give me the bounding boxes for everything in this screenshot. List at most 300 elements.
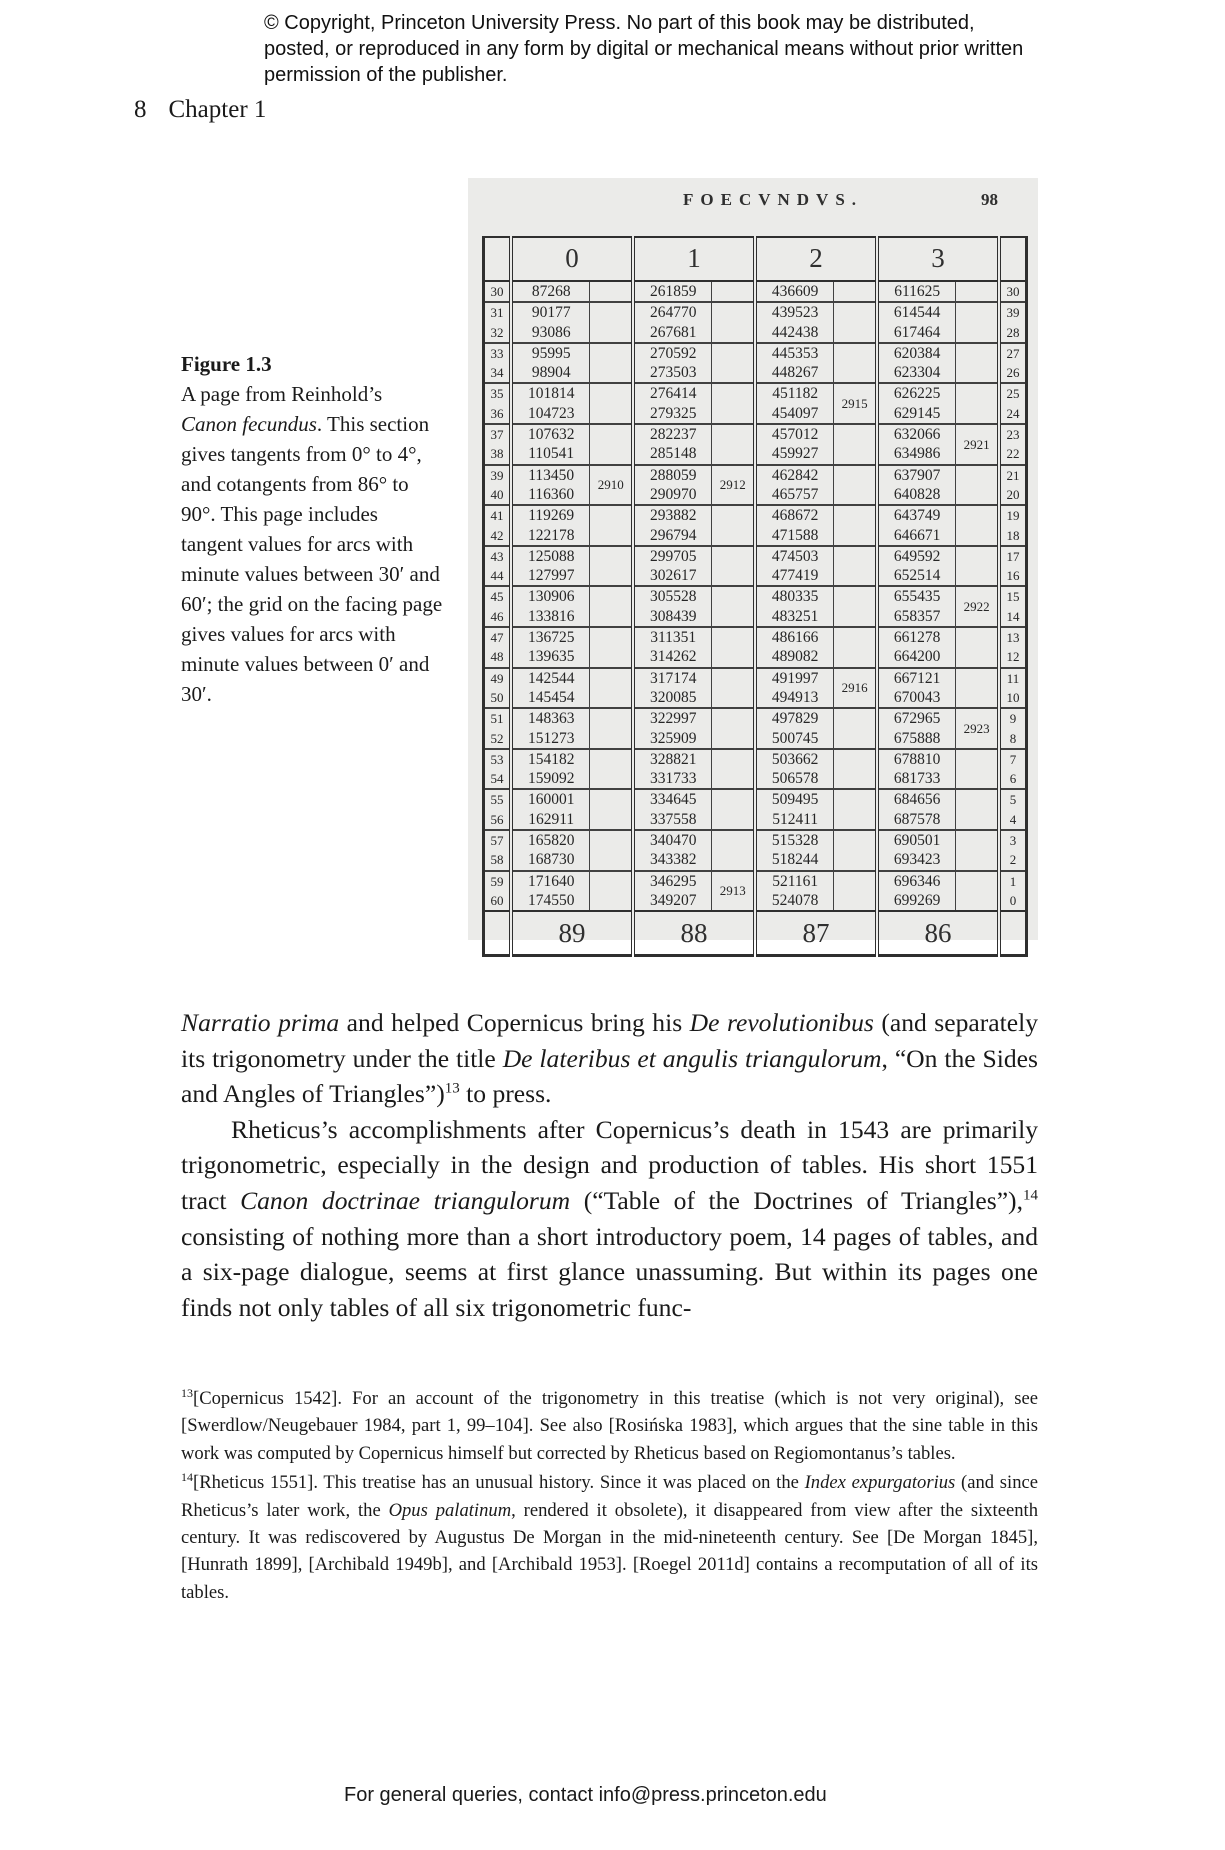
tangent-value: 101814 xyxy=(511,383,590,403)
difference-value xyxy=(956,465,999,506)
tangent-value: 261859 xyxy=(633,281,712,302)
tangent-value: 667121 xyxy=(877,668,956,688)
tangent-value: 343382 xyxy=(633,850,712,870)
table-row xyxy=(484,789,1027,809)
difference-value xyxy=(590,668,633,709)
minute-left: 42 xyxy=(484,526,512,546)
figure-caption xyxy=(181,349,443,709)
difference-value xyxy=(956,668,999,709)
footnote-text: [Copernicus 1542]. For an account of the trigonometry in this treatise (which is not very original), see [Swerdlow/Neugebauer 1984, part 1, 99–104]. See also [Rosińska 1983], which argues that the sine table in this work was computed by Copernicus himself but corrected by Rheticus based on Regiomontanus’s tables. xyxy=(181,1388,1038,1464)
table-row xyxy=(484,749,1027,769)
difference-value xyxy=(712,627,755,668)
tangent-value: 130906 xyxy=(511,586,590,606)
minute-left: 45 xyxy=(484,586,512,606)
minute-right: 25 xyxy=(999,383,1027,403)
tangent-value: 288059 xyxy=(633,465,712,485)
difference-value xyxy=(956,302,999,343)
minute-right: 1 xyxy=(999,871,1027,891)
tangent-value: 337558 xyxy=(633,810,712,830)
table-row xyxy=(484,769,1027,789)
table-row xyxy=(484,810,1027,830)
tangent-value: 159092 xyxy=(511,769,590,789)
minute-left: 35 xyxy=(484,383,512,403)
degree-footer: 88 xyxy=(633,911,755,956)
degree-header: 1 xyxy=(633,237,755,281)
tangent-value: 684656 xyxy=(877,789,956,809)
table-row xyxy=(484,526,1027,546)
minute-left: 55 xyxy=(484,789,512,809)
difference-value: 2912 xyxy=(712,465,755,506)
tangent-value: 474503 xyxy=(755,546,834,566)
minute-left: 39 xyxy=(484,465,512,485)
tangent-value: 524078 xyxy=(755,891,834,911)
corner-cell xyxy=(484,911,512,956)
difference-value xyxy=(590,586,633,627)
difference-value xyxy=(956,789,999,830)
difference-value xyxy=(712,586,755,627)
difference-value: 2916 xyxy=(834,668,877,709)
table-row xyxy=(484,505,1027,525)
table-row xyxy=(484,546,1027,566)
tangent-value: 165820 xyxy=(511,830,590,850)
minute-right: 4 xyxy=(999,810,1027,830)
tangent-value: 465757 xyxy=(755,485,834,505)
tangent-value: 632066 xyxy=(877,424,956,444)
table-row xyxy=(484,871,1027,891)
difference-value xyxy=(956,281,999,302)
tangent-value: 634986 xyxy=(877,444,956,464)
tangent-value: 305528 xyxy=(633,586,712,606)
title-de-lateribus: De lateribus et angulis triangulorum xyxy=(502,1043,882,1073)
difference-value xyxy=(834,281,877,302)
tangent-value: 658357 xyxy=(877,607,956,627)
difference-value: 2922 xyxy=(956,586,999,627)
tangent-value: 311351 xyxy=(633,627,712,647)
tangent-value: 308439 xyxy=(633,607,712,627)
minute-left: 46 xyxy=(484,607,512,627)
minute-left: 32 xyxy=(484,323,512,343)
minute-left: 34 xyxy=(484,363,512,383)
tangent-value: 93086 xyxy=(511,323,590,343)
minute-right: 30 xyxy=(999,281,1027,302)
difference-value xyxy=(590,281,633,302)
minute-right: 19 xyxy=(999,505,1027,525)
minute-left: 40 xyxy=(484,485,512,505)
minute-right: 15 xyxy=(999,586,1027,606)
minute-right: 9 xyxy=(999,708,1027,728)
table-row xyxy=(484,850,1027,870)
tangent-value: 626225 xyxy=(877,383,956,403)
difference-value: 2921 xyxy=(956,424,999,465)
tangent-value: 637907 xyxy=(877,465,956,485)
table-row xyxy=(484,688,1027,708)
text: (and separately its trigonometry under the title xyxy=(181,1008,1039,1073)
tangent-value: 116360 xyxy=(511,485,590,505)
table-row xyxy=(484,465,1027,485)
tangent-value: 643749 xyxy=(877,505,956,525)
footnote-number: 14 xyxy=(181,1470,193,1485)
tangent-value: 154182 xyxy=(511,749,590,769)
minute-right: 24 xyxy=(999,404,1027,424)
tangent-value: 459927 xyxy=(755,444,834,464)
table-row xyxy=(484,627,1027,647)
minute-left: 60 xyxy=(484,891,512,911)
difference-value xyxy=(590,830,633,871)
tangent-value: 649592 xyxy=(877,546,956,566)
minute-left: 52 xyxy=(484,729,512,749)
tangent-value: 168730 xyxy=(511,850,590,870)
tangent-value: 489082 xyxy=(755,647,834,667)
difference-value xyxy=(956,383,999,424)
tangent-value: 462842 xyxy=(755,465,834,485)
difference-value xyxy=(590,546,633,587)
difference-value xyxy=(834,465,877,506)
minute-left: 54 xyxy=(484,769,512,789)
tangent-value: 90177 xyxy=(511,302,590,322)
minute-left: 50 xyxy=(484,688,512,708)
tangent-value: 675888 xyxy=(877,729,956,749)
difference-value xyxy=(834,830,877,871)
tangent-value: 162911 xyxy=(511,810,590,830)
tangent-value: 614544 xyxy=(877,302,956,322)
tangent-value: 139635 xyxy=(511,647,590,667)
minute-right: 11 xyxy=(999,668,1027,688)
footer-contact: For general queries, contact info@press.princeton.edu xyxy=(344,1784,827,1806)
minute-right: 0 xyxy=(999,891,1027,911)
minute-right: 28 xyxy=(999,323,1027,343)
table-footer-row xyxy=(484,911,1027,956)
figure-label: Figure 1.3 xyxy=(181,352,272,376)
footnote-ref[interactable]: 13 xyxy=(444,1080,460,1097)
footnote-number: 13 xyxy=(181,1385,193,1400)
difference-value xyxy=(834,505,877,546)
tangent-value: 299705 xyxy=(633,546,712,566)
degree-header: 3 xyxy=(877,237,999,281)
title-canon-doctrinae: Canon doctrinae triangulorum xyxy=(240,1185,571,1215)
tangent-value: 681733 xyxy=(877,769,956,789)
text: Rheticus’s accomplishments after Copernicus’s death in 1543 are primarily trigonometric, especially in the design and production of tables. His short 1551 tract xyxy=(181,1114,1038,1215)
minute-right: 26 xyxy=(999,363,1027,383)
footnote-ref[interactable]: 14 xyxy=(1022,1187,1038,1204)
minute-left: 33 xyxy=(484,343,512,363)
footnote-13 xyxy=(181,1385,1038,1467)
difference-value xyxy=(712,343,755,384)
tangent-value: 349207 xyxy=(633,891,712,911)
table-row xyxy=(484,343,1027,363)
tangent-value: 171640 xyxy=(511,871,590,891)
caption-text: A page from Reinhold’s xyxy=(181,382,383,406)
title-opus: Opus palatinum xyxy=(388,1499,512,1521)
table-row xyxy=(484,566,1027,586)
tangent-value: 629145 xyxy=(877,404,956,424)
difference-value xyxy=(956,343,999,384)
scan-running-head xyxy=(468,188,1038,214)
difference-value xyxy=(834,708,877,749)
tangent-value: 678810 xyxy=(877,749,956,769)
tangent-value: 314262 xyxy=(633,647,712,667)
minute-right: 7 xyxy=(999,749,1027,769)
tangent-value: 334645 xyxy=(633,789,712,809)
table-row xyxy=(484,363,1027,383)
table-row xyxy=(484,891,1027,911)
difference-value xyxy=(712,708,755,749)
minute-left: 57 xyxy=(484,830,512,850)
minute-right: 39 xyxy=(999,302,1027,322)
tangent-value: 611625 xyxy=(877,281,956,302)
footnote-14 xyxy=(181,1469,1038,1606)
tangent-value: 322997 xyxy=(633,708,712,728)
footnote-text: [Rheticus 1551]. This treatise has an unusual history. Since it was placed on the xyxy=(193,1472,805,1494)
tangent-value: 439523 xyxy=(755,302,834,322)
difference-value xyxy=(834,789,877,830)
tangent-value: 104723 xyxy=(511,404,590,424)
scan-folio: 98 xyxy=(981,190,998,209)
difference-value xyxy=(590,383,633,424)
degree-footer: 89 xyxy=(511,911,633,956)
tangent-value: 664200 xyxy=(877,647,956,667)
table-header-row xyxy=(484,237,1027,281)
difference-value xyxy=(834,749,877,790)
difference-value xyxy=(712,789,755,830)
difference-value xyxy=(590,749,633,790)
tangent-value: 282237 xyxy=(633,424,712,444)
minute-left: 37 xyxy=(484,424,512,444)
table-row xyxy=(484,323,1027,343)
minute-right: 13 xyxy=(999,627,1027,647)
tangent-value: 491997 xyxy=(755,668,834,688)
difference-value xyxy=(834,343,877,384)
table-row xyxy=(484,404,1027,424)
tangent-value: 160001 xyxy=(511,789,590,809)
tangent-value: 687578 xyxy=(877,810,956,830)
caption-title: Canon fecundus xyxy=(181,412,317,436)
tangent-value: 483251 xyxy=(755,607,834,627)
minute-right: 14 xyxy=(999,607,1027,627)
minute-right: 10 xyxy=(999,688,1027,708)
tangent-value: 174550 xyxy=(511,891,590,911)
difference-value xyxy=(834,424,877,465)
minute-left: 56 xyxy=(484,810,512,830)
tangent-value: 136725 xyxy=(511,627,590,647)
minute-left: 31 xyxy=(484,302,512,322)
table-row xyxy=(484,383,1027,403)
page-number: 8 xyxy=(134,96,147,123)
tangent-value: 690501 xyxy=(877,830,956,850)
minute-right: 2 xyxy=(999,850,1027,870)
degree-footer: 87 xyxy=(755,911,877,956)
difference-value xyxy=(712,302,755,343)
table-row xyxy=(484,607,1027,627)
difference-value xyxy=(590,627,633,668)
tangent-value: 279325 xyxy=(633,404,712,424)
tangent-value: 494913 xyxy=(755,688,834,708)
tangent-value: 302617 xyxy=(633,566,712,586)
difference-value xyxy=(834,871,877,912)
title-de-revolutionibus: De revolutionibus xyxy=(689,1008,874,1037)
tangent-value: 699269 xyxy=(877,891,956,911)
minute-left: 48 xyxy=(484,647,512,667)
tangent-value: 509495 xyxy=(755,789,834,809)
figure-scan-table xyxy=(468,178,1038,948)
minute-left: 44 xyxy=(484,566,512,586)
text: to press. xyxy=(459,1079,552,1109)
table-row xyxy=(484,424,1027,444)
tangent-value: 512411 xyxy=(755,810,834,830)
table-row xyxy=(484,647,1027,667)
minute-right: 17 xyxy=(999,546,1027,566)
minute-right: 22 xyxy=(999,444,1027,464)
tangent-value: 503662 xyxy=(755,749,834,769)
running-head xyxy=(134,96,266,124)
difference-value xyxy=(590,871,633,912)
footnote-text: (and since Rheticus’s later work, the xyxy=(181,1472,1038,1521)
tangent-value: 486166 xyxy=(755,627,834,647)
paragraph xyxy=(181,1112,1038,1326)
tangent-value: 346295 xyxy=(633,871,712,891)
tangent-value: 276414 xyxy=(633,383,712,403)
difference-value xyxy=(590,505,633,546)
difference-value xyxy=(590,708,633,749)
difference-value: 2910 xyxy=(590,465,633,506)
minute-right: 8 xyxy=(999,729,1027,749)
difference-value xyxy=(712,281,755,302)
footnotes xyxy=(181,1385,1038,1608)
degree-header: 2 xyxy=(755,237,877,281)
table-row xyxy=(484,444,1027,464)
tangent-value: 445353 xyxy=(755,343,834,363)
text: , “On the Sides and Angles of Triangles”) xyxy=(181,1043,1038,1109)
tangent-value: 497829 xyxy=(755,708,834,728)
difference-value xyxy=(590,302,633,343)
minute-left: 36 xyxy=(484,404,512,424)
minute-left: 58 xyxy=(484,850,512,870)
difference-value xyxy=(712,546,755,587)
minute-left: 30 xyxy=(484,281,512,302)
tangent-value: 317174 xyxy=(633,668,712,688)
tangent-value: 696346 xyxy=(877,871,956,891)
tangent-value: 273503 xyxy=(633,363,712,383)
tangent-value: 457012 xyxy=(755,424,834,444)
minute-left: 49 xyxy=(484,668,512,688)
minute-left: 41 xyxy=(484,505,512,525)
minute-right: 27 xyxy=(999,343,1027,363)
difference-value xyxy=(956,505,999,546)
tangent-value: 148363 xyxy=(511,708,590,728)
minute-left: 38 xyxy=(484,444,512,464)
difference-value xyxy=(590,343,633,384)
tangent-value: 672965 xyxy=(877,708,956,728)
tangent-value: 142544 xyxy=(511,668,590,688)
difference-value xyxy=(956,749,999,790)
tangent-value: 270592 xyxy=(633,343,712,363)
minute-right: 18 xyxy=(999,526,1027,546)
difference-value xyxy=(712,749,755,790)
minute-right: 3 xyxy=(999,830,1027,850)
tangent-value: 454097 xyxy=(755,404,834,424)
tangent-value: 646671 xyxy=(877,526,956,546)
difference-value xyxy=(956,627,999,668)
title-index: Index expurgatorius xyxy=(804,1472,956,1494)
minute-right: 12 xyxy=(999,647,1027,667)
difference-value xyxy=(956,546,999,587)
tangent-table xyxy=(482,236,1028,957)
copyright-notice: © Copyright, Princeton University Press. No part of this book may be distributed, posted, or reproduced in any form by digital or mechanical means without prior written permission of the publisher. xyxy=(264,12,1024,86)
paragraph xyxy=(181,1005,1038,1112)
difference-value xyxy=(712,830,755,871)
tangent-value: 451182 xyxy=(755,383,834,403)
degree-header: 0 xyxy=(511,237,633,281)
tangent-value: 331733 xyxy=(633,769,712,789)
tangent-value: 107632 xyxy=(511,424,590,444)
minute-right: 21 xyxy=(999,465,1027,485)
tangent-value: 267681 xyxy=(633,323,712,343)
difference-value xyxy=(834,302,877,343)
tangent-value: 119269 xyxy=(511,505,590,525)
tangent-value: 133816 xyxy=(511,607,590,627)
difference-value xyxy=(834,586,877,627)
corner-cell xyxy=(484,237,512,281)
corner-cell xyxy=(999,911,1027,956)
minute-right: 6 xyxy=(999,769,1027,789)
tangent-value: 442438 xyxy=(755,323,834,343)
tangent-value: 325909 xyxy=(633,729,712,749)
table-row xyxy=(484,668,1027,688)
difference-value xyxy=(590,789,633,830)
tangent-value: 500745 xyxy=(755,729,834,749)
corner-cell xyxy=(999,237,1027,281)
tangent-value: 640828 xyxy=(877,485,956,505)
tangent-value: 320085 xyxy=(633,688,712,708)
tangent-value: 293882 xyxy=(633,505,712,525)
minute-left: 43 xyxy=(484,546,512,566)
tangent-value: 655435 xyxy=(877,586,956,606)
table-row xyxy=(484,302,1027,322)
body-text xyxy=(181,1005,1038,1325)
tangent-value: 693423 xyxy=(877,850,956,870)
minute-right: 5 xyxy=(999,789,1027,809)
scan-title: FOECVNDVS. xyxy=(683,190,864,209)
difference-value xyxy=(712,383,755,424)
tangent-value: 515328 xyxy=(755,830,834,850)
minute-right: 23 xyxy=(999,424,1027,444)
tangent-value: 264770 xyxy=(633,302,712,322)
tangent-value: 518244 xyxy=(755,850,834,870)
minute-left: 47 xyxy=(484,627,512,647)
chapter-title: Chapter 1 xyxy=(168,96,267,123)
minute-left: 53 xyxy=(484,749,512,769)
table-row xyxy=(484,729,1027,749)
difference-value xyxy=(712,505,755,546)
difference-value xyxy=(590,424,633,465)
tangent-value: 110541 xyxy=(511,444,590,464)
difference-value: 2923 xyxy=(956,708,999,749)
tangent-value: 125088 xyxy=(511,546,590,566)
difference-value xyxy=(834,627,877,668)
tangent-value: 670043 xyxy=(877,688,956,708)
tangent-value: 652514 xyxy=(877,566,956,586)
difference-value xyxy=(956,871,999,912)
minute-left: 59 xyxy=(484,871,512,891)
tangent-value: 95995 xyxy=(511,343,590,363)
tangent-value: 122178 xyxy=(511,526,590,546)
tangent-value: 468672 xyxy=(755,505,834,525)
tangent-value: 290970 xyxy=(633,485,712,505)
difference-value xyxy=(956,830,999,871)
table-row xyxy=(484,830,1027,850)
text: and helped Copernicus bring his xyxy=(339,1008,690,1037)
difference-value xyxy=(712,668,755,709)
tangent-value: 127997 xyxy=(511,566,590,586)
